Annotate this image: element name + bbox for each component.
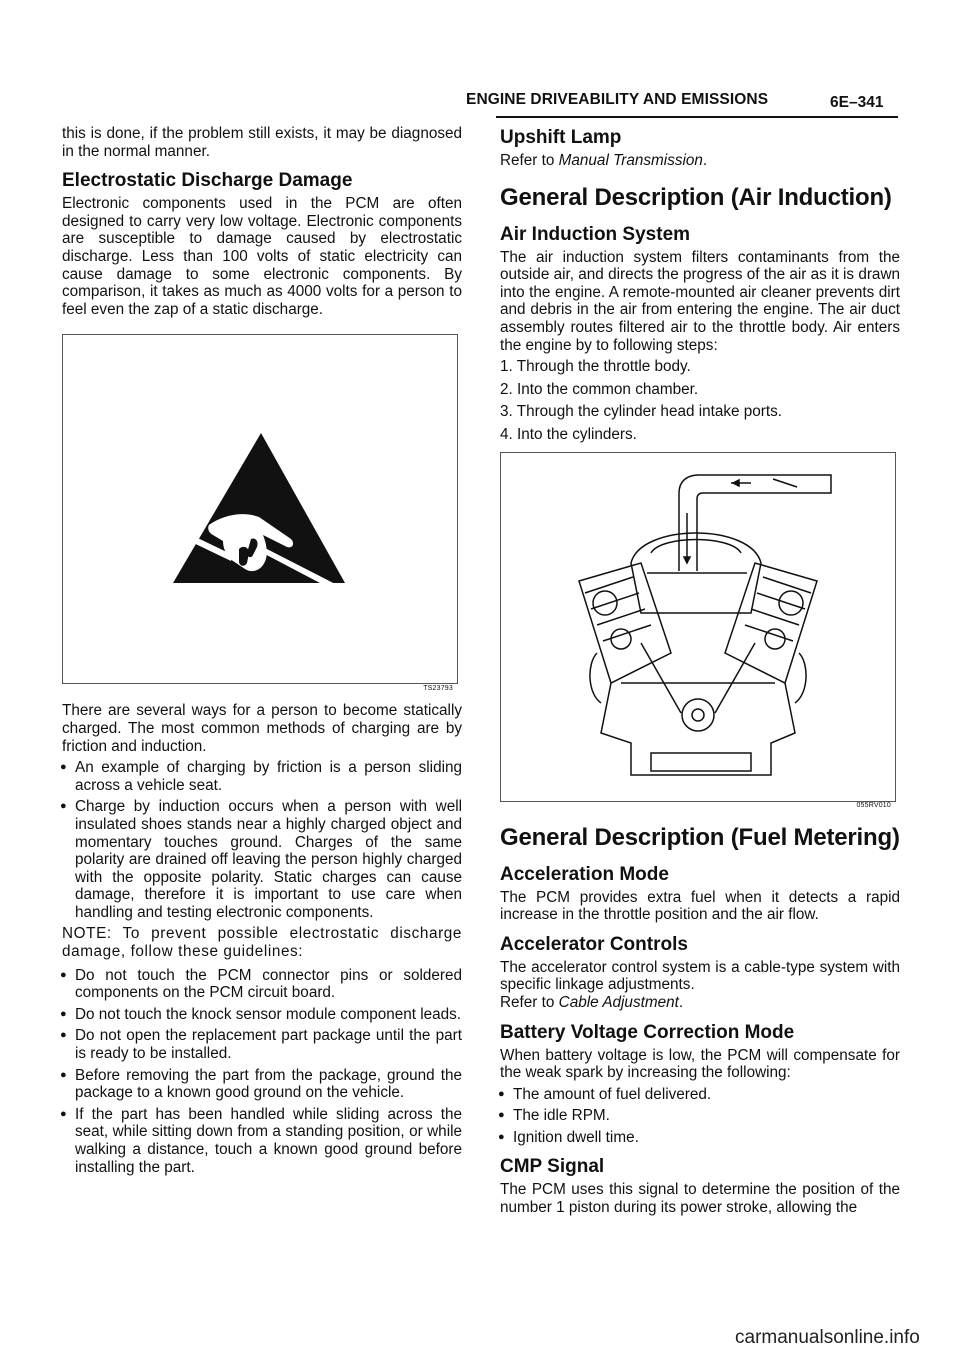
intro-paragraph: this is done, if the problem still exists, it may be diagnosed in the normal manner. bbox=[62, 125, 462, 160]
charge-paragraph: There are several ways for a person to become statically charged. The most common methods of charging are by friction and induction. bbox=[62, 702, 462, 755]
list-item: 3. Through the cylinder head intake ports. bbox=[500, 403, 783, 421]
note-paragraph: NOTE: To prevent possible electrostatic discharge damage, follow these guidelines: bbox=[62, 925, 462, 961]
accel-ctrl-suffix: . bbox=[678, 993, 684, 1011]
list-item: ● Before removing the part from the package, ground the package to a known good ground on the vehicle. bbox=[62, 1067, 462, 1102]
gd-air-heading: General Description (Air Induction) bbox=[500, 183, 892, 211]
engine-figure bbox=[500, 452, 896, 809]
accel-mode-paragraph: The PCM provides extra fuel when it detects a rapid increase in the throttle position and the air flow. bbox=[500, 888, 900, 924]
guidelines-list bbox=[62, 967, 462, 1177]
list-item: ● Do not touch the knock sensor module component leads. bbox=[62, 1006, 462, 1024]
engine-diagram-icon bbox=[501, 453, 895, 801]
list-item: ● An example of charging by friction is a person sliding across a vehicle seat. bbox=[62, 759, 462, 794]
gd-fuel-heading: General Description (Fuel Metering) bbox=[500, 823, 900, 851]
left-column bbox=[62, 125, 462, 1180]
esd-heading: Electrostatic Discharge Damage bbox=[62, 170, 353, 192]
list-item: ● The amount of fuel delivered. bbox=[500, 1086, 900, 1104]
accel-ctrl-reference: Cable Adjustment bbox=[558, 993, 679, 1011]
ais-paragraph: The air induction system filters contaminants from the outside air, and directs the progress of the air as it is drawn into the engine. A remote-mounted air cleaner prevents dirt and debris in the air from entering the engine. The air duct assembly routes filtered air to the throttle body. Air enters the engine by to following steps: bbox=[500, 248, 900, 354]
figure-code: TS23793 bbox=[423, 684, 453, 692]
accel-mode-heading: Acceleration Mode bbox=[500, 863, 669, 885]
upshift-prefix: Refer to bbox=[500, 152, 559, 169]
ais-heading: Air Induction System bbox=[500, 223, 691, 245]
list-item: ● If the part has been handled while sliding across the seat, while sitting down from a standing position, or while walking a distance, touch a known good ground before installing the part. bbox=[62, 1106, 462, 1176]
list-item: 4. Into the cylinders. bbox=[500, 425, 637, 443]
battery-paragraph: When battery voltage is low, the PCM will compensate for the weak spark by increasing the following: bbox=[500, 1046, 900, 1082]
esd-paragraph: Electronic components used in the PCM are often designed to carry very low voltage. Electronic components are susceptible to damage caused by electrostatic discharge. Less than 100 volts of static electricity can cause damage to some electronic components. By comparison, it takes as much as 4000 volts for a person to feel even the zap of a static discharge. bbox=[62, 195, 462, 318]
upshift-suffix: . bbox=[702, 152, 708, 169]
accel-ctrl-prefix: Refer to bbox=[500, 993, 559, 1011]
esd-warning-icon bbox=[63, 335, 457, 683]
upshift-paragraph bbox=[500, 152, 900, 170]
battery-list bbox=[500, 1086, 900, 1147]
cmp-heading: CMP Signal bbox=[500, 1156, 605, 1178]
right-column bbox=[500, 125, 900, 1221]
list-item: ● Do not touch the PCM connector pins or soldered components on the PCM circuit board. bbox=[62, 967, 462, 1002]
watermark: carmanualsonline.info bbox=[735, 1327, 920, 1348]
list-item: ● The idle RPM. bbox=[500, 1107, 900, 1125]
list-item: ● Do not open the replacement part package until the part is ready to be installed. bbox=[62, 1027, 462, 1062]
steps-list bbox=[500, 358, 900, 443]
accel-ctrl-reference-line bbox=[500, 994, 900, 1012]
header-rule bbox=[496, 116, 898, 118]
page-number: 6E–341 bbox=[830, 94, 884, 111]
upshift-reference: Manual Transmission bbox=[558, 152, 703, 169]
battery-heading: Battery Voltage Correction Mode bbox=[500, 1021, 795, 1043]
esd-warning-figure bbox=[62, 334, 458, 692]
list-item: ● Ignition dwell time. bbox=[500, 1129, 900, 1147]
list-item: ● Charge by induction occurs when a person with well insulated shoes stands near a highly charged object and momentary touches ground. Charges of the same polarity are drained off leaving the person highly charged with the opposite polarity. Static charges can cause damage, therefore it is important to use care when handling and testing electronic components. bbox=[62, 798, 462, 921]
list-item: 1. Through the throttle body. bbox=[500, 358, 691, 376]
figure-code: 055RV010 bbox=[856, 801, 891, 809]
accel-ctrl-heading: Accelerator Controls bbox=[500, 933, 688, 955]
charge-list bbox=[62, 759, 462, 921]
cmp-paragraph: The PCM uses this signal to determine the position of the number 1 piston during its power stroke, allowing the bbox=[500, 1181, 900, 1217]
running-header-title: ENGINE DRIVEABILITY AND EMISSIONS bbox=[466, 91, 769, 108]
accel-ctrl-paragraph: The accelerator control system is a cable-type system with specific linkage adjustments. bbox=[500, 958, 900, 994]
upshift-heading: Upshift Lamp bbox=[500, 127, 622, 148]
list-item: 2. Into the common chamber. bbox=[500, 380, 699, 398]
